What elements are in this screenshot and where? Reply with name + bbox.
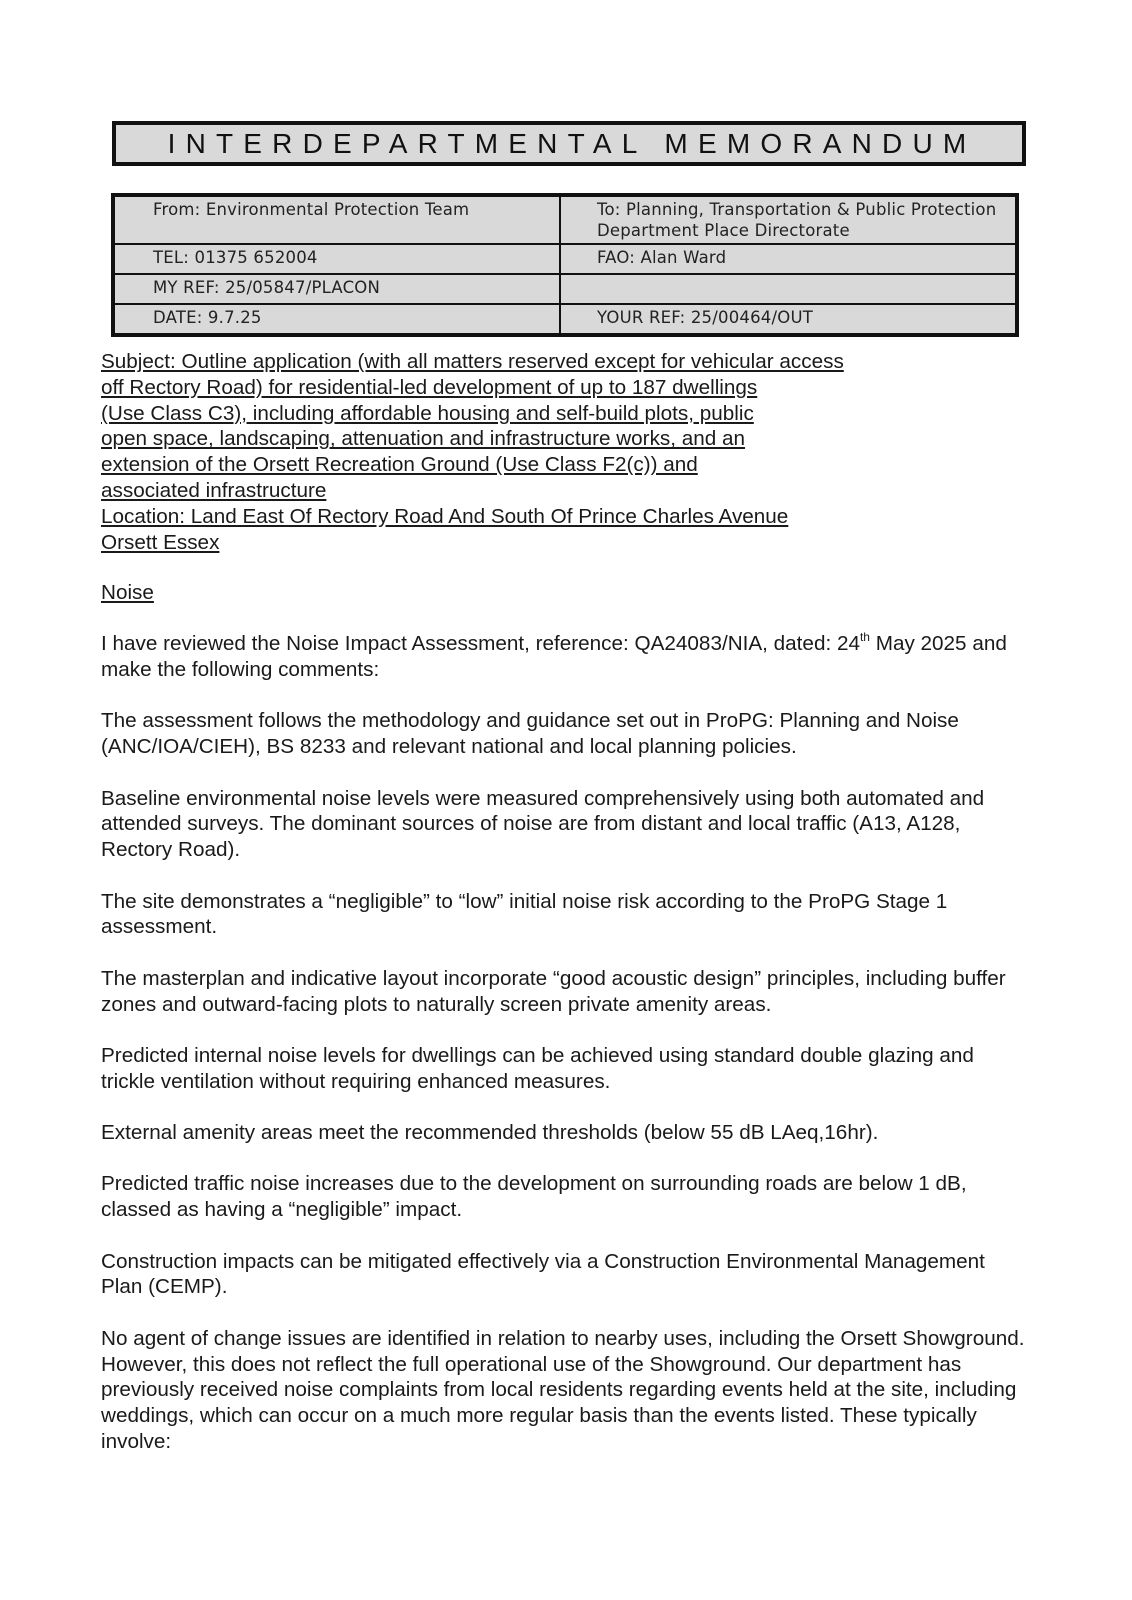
ordinal-suffix: th — [859, 630, 870, 645]
subject-line: associated infrastructure — [101, 478, 327, 502]
memo-banner — [112, 121, 1026, 166]
intro-text-after: May 2025 and make the following comments: — [101, 632, 1007, 681]
body-paragraph: Construction impacts can be mitigated effectively via a Construction Environmental Management Plan (CEMP). — [101, 1249, 985, 1299]
subject-line: Subject: Outline application (with all matters reserved except for vehicular access — [101, 350, 844, 373]
memo-body — [101, 349, 1031, 1480]
intro-text-before: I have reviewed the Noise Impact Assessment, reference: QA24083/NIA, dated: 24 — [101, 632, 860, 656]
from-cell: From: Environmental Protection Team — [113, 195, 560, 244]
memo-header-table — [111, 193, 1019, 337]
empty-cell — [560, 274, 1017, 304]
header-row — [113, 195, 1017, 244]
section-heading-noise: Noise — [101, 581, 154, 605]
subject-line: (Use Class C3), including affordable housing and self-build plots, public — [101, 401, 754, 425]
fao-cell: FAO: Alan Ward — [560, 244, 1017, 274]
body-paragraph: The assessment follows the methodology and guidance set out in ProPG: Planning and Noise (ANC/IOA/CIEH), BS 8233 and relevant national and local planning policies. — [101, 709, 959, 759]
subject-line: off Rectory Road) for residential-led development of up to 187 dwellings — [101, 375, 758, 399]
header-row — [113, 274, 1017, 304]
subject-block — [101, 349, 1031, 555]
body-paragraph: External amenity areas meet the recommended thresholds (below 55 dB LAeq,16hr). — [101, 1121, 879, 1145]
body-paragraph: The masterplan and indicative layout incorporate “good acoustic design” principles, including buffer zones and outward-facing plots to naturally screen private amenity areas. — [101, 966, 1006, 1016]
header-row — [113, 304, 1017, 335]
body-paragraph: Baseline environmental noise levels were measured comprehensively using both automated and attended surveys. The dominant sources of noise are from distant and local traffic (A13, A128, Rectory Road). — [101, 786, 985, 862]
body-paragraph: Predicted traffic noise increases due to the development on surrounding roads are below 1 dB, classed as having a “negligible” impact. — [101, 1172, 967, 1222]
location-line: Location: Land East Of Rectory Road And South Of Prince Charles Avenue — [101, 504, 789, 528]
body-paragraph: No agent of change issues are identified in relation to nearby uses, including the Orsett Showground. However, this does not reflect the full operational use of the Showground. Our department has previously received noise complaints from local residents regarding events held at the site, including weddings, which can occur on a much more regular basis than the events listed. These typically involve: — [101, 1326, 1025, 1454]
intro-paragraph — [101, 631, 1031, 683]
my-ref-cell: MY REF: 25/05847/PLACON — [113, 274, 560, 304]
body-paragraph: Predicted internal noise levels for dwellings can be achieved using standard double glazing and trickle ventilation without requiring enhanced measures. — [101, 1043, 974, 1093]
to-cell: To: Planning, Transportation & Public Protection Department Place Directorate — [560, 195, 1017, 244]
subject-line: extension of the Orsett Recreation Ground (Use Class F2(c)) and — [101, 453, 698, 477]
memo-title: INTERDEPARTMENTAL MEMORANDUM — [167, 127, 977, 159]
tel-cell: TEL: 01375 652004 — [113, 244, 560, 274]
date-cell: DATE: 9.7.25 — [113, 304, 560, 335]
header-row — [113, 244, 1017, 274]
body-paragraph: The site demonstrates a “negligible” to “low” initial noise risk according to the ProPG Stage 1 assessment. — [101, 889, 948, 939]
subject-line: open space, landscaping, attenuation and infrastructure works, and an — [101, 427, 746, 451]
location-line: Orsett Essex — [101, 530, 220, 554]
your-ref-cell: YOUR REF: 25/00464/OUT — [560, 304, 1017, 335]
